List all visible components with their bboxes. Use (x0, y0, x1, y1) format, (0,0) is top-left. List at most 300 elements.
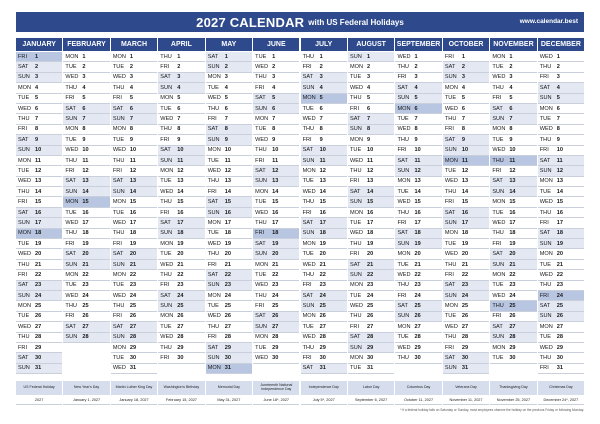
weekday-label: SAT (112, 251, 124, 258)
day-cell (63, 52, 109, 62)
weekday-label: MON (18, 303, 32, 310)
day-cell (538, 73, 584, 83)
weekday-label: TUE (539, 188, 551, 195)
day-number: 27 (414, 323, 421, 330)
day-number: 22 (556, 271, 563, 278)
weekday-label: TUE (255, 344, 267, 351)
weekday-label: MON (492, 53, 506, 60)
weekday-label: TUE (18, 95, 30, 102)
weekday-label: WED (112, 74, 126, 81)
day-cell (111, 239, 157, 249)
day-number: 9 (319, 136, 323, 143)
day-cell (348, 218, 394, 228)
site-link[interactable]: www.calendar.best (519, 18, 578, 25)
weekday-label: MON (492, 199, 506, 206)
day-cell (158, 343, 204, 353)
day-number: 21 (414, 261, 421, 268)
day-cell (348, 208, 394, 218)
day-number: 26 (367, 313, 374, 320)
day-number: 23 (129, 282, 137, 289)
weekday-label: MON (160, 240, 174, 247)
weekday-label: SUN (160, 157, 173, 164)
day-cell (538, 239, 584, 249)
weekday-label: MON (302, 167, 316, 174)
day-number: 16 (224, 209, 231, 216)
day-number: 24 (556, 292, 563, 299)
day-number: 25 (224, 303, 231, 310)
day-number: 7 (82, 116, 86, 123)
day-cell (538, 322, 584, 332)
weekday-label: THU (255, 219, 267, 226)
day-number: 19 (82, 240, 89, 247)
weekday-label: THU (444, 261, 457, 268)
day-number: 14 (82, 188, 89, 195)
weekday-label: TUE (444, 167, 457, 174)
weekday-label: FRI (207, 116, 217, 123)
weekday-label: WED (65, 219, 79, 226)
day-number: 27 (272, 323, 279, 330)
day-cell (348, 62, 394, 72)
day-number: 23 (272, 282, 279, 289)
day-number: 11 (509, 157, 516, 164)
weekday-label: FRI (207, 261, 217, 268)
weekday-label: WED (350, 157, 364, 164)
day-number: 23 (509, 282, 516, 289)
day-number: 8 (129, 126, 133, 133)
weekday-label: SAT (350, 188, 361, 195)
day-number: 31 (556, 365, 563, 372)
day-number: 18 (319, 230, 326, 237)
day-cell (301, 197, 347, 207)
day-number: 12 (177, 167, 184, 174)
day-cell (348, 52, 394, 62)
day-cell (63, 249, 109, 259)
day-number: 10 (414, 147, 421, 154)
day-number: 10 (35, 147, 42, 154)
day-cell (490, 218, 536, 228)
day-number: 12 (556, 167, 563, 174)
day-number: 24 (414, 292, 421, 299)
weekday-label: FRI (302, 64, 312, 71)
day-number: 14 (367, 188, 374, 195)
day-cell (16, 83, 62, 93)
day-cell (16, 260, 62, 270)
day-number: 15 (556, 199, 563, 206)
day-number: 19 (319, 240, 326, 247)
day-cell (158, 229, 204, 239)
weekday-label: THU (18, 334, 30, 341)
day-cell (301, 177, 347, 187)
day-cell (111, 94, 157, 104)
weekday-label: FRI (65, 240, 75, 247)
day-cell (111, 125, 157, 135)
weekday-label: WED (492, 219, 506, 226)
day-number: 9 (461, 136, 466, 143)
day-number: 22 (509, 271, 516, 278)
day-number: 14 (461, 188, 469, 195)
day-cell (490, 322, 536, 332)
day-number: 15 (224, 199, 231, 206)
day-number: 17 (319, 219, 326, 226)
weekday-label: TUE (112, 282, 125, 289)
day-number: 8 (35, 126, 39, 133)
holiday-entry (253, 381, 299, 405)
day-cell (348, 197, 394, 207)
day-cell (490, 260, 536, 270)
day-cell (253, 270, 299, 280)
weekday-label: SUN (302, 84, 315, 91)
day-number: 27 (177, 323, 184, 330)
weekday-label: THU (302, 53, 315, 60)
day-number: 24 (224, 292, 231, 299)
weekday-label: THU (397, 355, 409, 362)
day-cell (443, 146, 489, 156)
day-number: 28 (461, 334, 469, 341)
weekday-label: SUN (255, 105, 267, 112)
weekday-label: WED (255, 282, 269, 289)
weekday-label: FRI (255, 157, 265, 164)
day-cell (443, 156, 489, 166)
weekday-label: SUN (65, 334, 78, 341)
day-cell (395, 229, 441, 239)
day-number: 17 (177, 219, 184, 226)
weekday-label: MON (207, 365, 221, 372)
weekday-label: TUE (112, 64, 125, 71)
day-cell (63, 62, 109, 72)
day-number: 9 (35, 136, 39, 143)
day-number: 1 (177, 53, 181, 60)
weekday-label: WED (160, 334, 174, 341)
weekday-label: SAT (302, 74, 314, 81)
day-number: 13 (224, 178, 231, 185)
weekday-label: WED (492, 147, 506, 154)
day-cell (490, 281, 536, 291)
holiday-entry (16, 381, 62, 405)
weekday-label: SAT (207, 126, 219, 133)
day-number: 28 (82, 334, 89, 341)
weekday-label: MON (302, 313, 316, 320)
month-column (253, 38, 299, 374)
month-column (206, 38, 252, 374)
day-cell (63, 156, 109, 166)
weekday-label: SAT (444, 355, 456, 362)
weekday-label: TUE (18, 240, 30, 247)
day-number: 22 (177, 271, 184, 278)
day-cell (206, 104, 252, 114)
weekday-label: SAT (207, 271, 219, 278)
day-number: 28 (35, 334, 42, 341)
weekday-label: TUE (207, 157, 219, 164)
day-number: 12 (129, 167, 137, 174)
day-cell (395, 353, 441, 363)
day-number: 3 (414, 74, 418, 81)
day-cell (158, 281, 204, 291)
weekday-label: MON (255, 261, 269, 268)
day-number: 13 (461, 178, 469, 185)
weekday-label: SAT (539, 303, 551, 310)
day-cell (158, 187, 204, 197)
day-cell (395, 177, 441, 187)
day-number: 12 (509, 167, 516, 174)
weekday-label: TUE (160, 251, 172, 258)
day-number: 22 (319, 271, 326, 278)
day-cell (301, 312, 347, 322)
day-number: 8 (82, 126, 86, 133)
day-cell (158, 260, 204, 270)
day-number: 24 (177, 292, 184, 299)
day-cell (158, 208, 204, 218)
day-number: 18 (82, 230, 89, 237)
day-number: 12 (82, 167, 89, 174)
day-cell (206, 83, 252, 93)
day-number: 24 (35, 292, 42, 299)
day-number: 7 (129, 116, 133, 123)
day-cell (395, 239, 441, 249)
day-cell (16, 52, 62, 62)
day-cell (348, 291, 394, 301)
weekday-label: SAT (492, 178, 503, 185)
day-number: 27 (35, 323, 42, 330)
day-cell (443, 114, 489, 124)
day-cell (538, 197, 584, 207)
weekday-label: TUE (350, 147, 362, 154)
weekday-label: WED (397, 271, 411, 278)
weekday-label: MON (492, 344, 506, 351)
day-number: 29 (224, 344, 231, 351)
day-number: 29 (129, 344, 137, 351)
weekday-label: SAT (255, 95, 266, 102)
holiday-entry (158, 381, 204, 405)
day-number: 12 (414, 167, 421, 174)
day-number: 28 (319, 334, 326, 341)
day-cell (111, 322, 157, 332)
day-number: 15 (82, 199, 89, 206)
weekday-label: THU (539, 136, 552, 143)
day-number: 27 (461, 323, 469, 330)
day-cell (206, 301, 252, 311)
day-cell (395, 249, 441, 259)
weekday-label: SUN (112, 334, 125, 341)
day-number: 15 (35, 199, 42, 206)
day-cell (395, 156, 441, 166)
weekday-label: FRI (397, 74, 407, 81)
day-cell (111, 166, 157, 176)
day-cell (348, 146, 394, 156)
day-number: 20 (509, 251, 516, 258)
day-number: 10 (82, 147, 89, 154)
day-number: 15 (272, 199, 279, 206)
day-number: 8 (319, 126, 323, 133)
weekday-label: FRI (539, 74, 549, 81)
day-number: 2 (35, 64, 39, 71)
day-number: 17 (35, 219, 42, 226)
day-cell (443, 177, 489, 187)
day-number: 10 (509, 147, 516, 154)
holiday-name: Washington's Birthday (158, 381, 204, 395)
day-number: 27 (319, 323, 326, 330)
day-number: 23 (367, 282, 374, 289)
day-cell (158, 301, 204, 311)
day-number: 19 (272, 240, 279, 247)
weekday-label: MON (207, 219, 221, 226)
day-number: 26 (35, 313, 42, 320)
day-cell (490, 239, 536, 249)
day-cell (158, 249, 204, 259)
weekday-label: SUN (207, 136, 220, 143)
day-cell (348, 94, 394, 104)
day-number: 1 (272, 53, 276, 60)
weekday-label: SAT (302, 365, 314, 372)
day-cell (395, 52, 441, 62)
weekday-label: WED (18, 323, 32, 330)
day-cell (158, 62, 204, 72)
day-number: 11 (556, 157, 563, 164)
day-number: 26 (319, 313, 326, 320)
day-number: 2 (367, 64, 371, 71)
day-number: 9 (177, 136, 181, 143)
day-number: 19 (461, 240, 469, 247)
day-cell (16, 291, 62, 301)
holiday-name: Columbus Day (395, 381, 441, 395)
weekday-label: WED (539, 344, 553, 351)
day-number: 31 (224, 365, 231, 372)
day-number: 5 (177, 95, 181, 102)
day-cell (206, 208, 252, 218)
day-cell (206, 229, 252, 239)
weekday-label: FRI (207, 188, 217, 195)
weekday-label: SAT (65, 251, 76, 258)
weekday-label: THU (18, 261, 30, 268)
day-cell (538, 312, 584, 322)
day-cell (253, 73, 299, 83)
weekday-label: FRI (112, 167, 122, 174)
day-cell (443, 239, 489, 249)
day-number: 14 (556, 188, 563, 195)
holiday-name: Juneteenth National Independence Day (253, 381, 299, 395)
weekday-label: WED (255, 64, 269, 71)
weekday-label: THU (255, 292, 267, 299)
day-number: 26 (82, 313, 89, 320)
weekday-label: FRI (444, 344, 454, 351)
weekday-label: SUN (444, 292, 457, 299)
holiday-date: January 18, 2027 (111, 395, 157, 405)
day-cell (348, 364, 394, 374)
weekday-label: TUE (444, 95, 457, 102)
day-cell (538, 156, 584, 166)
day-cell (490, 208, 536, 218)
day-cell (348, 260, 394, 270)
day-number: 16 (367, 209, 374, 216)
day-cell (490, 146, 536, 156)
day-number: 30 (129, 355, 137, 362)
day-cell (253, 291, 299, 301)
weekday-label: SUN (350, 199, 362, 206)
day-number: 22 (82, 271, 89, 278)
weekday-label: MON (444, 84, 458, 91)
weekday-label: FRI (539, 365, 549, 372)
weekday-label: SUN (207, 282, 220, 289)
weekday-label: THU (65, 84, 77, 91)
weekday-label: SUN (18, 147, 30, 154)
day-number: 16 (35, 209, 42, 216)
day-number: 9 (224, 136, 228, 143)
day-number: 6 (272, 105, 276, 112)
weekday-label: SAT (397, 230, 408, 237)
weekday-label: SAT (207, 53, 219, 60)
day-cell (538, 146, 584, 156)
day-cell (443, 208, 489, 218)
day-cell (253, 260, 299, 270)
day-number: 22 (367, 271, 374, 278)
weekday-label: TUE (65, 64, 77, 71)
weekday-label: FRI (160, 64, 170, 71)
day-number: 1 (82, 53, 86, 60)
weekday-label: TUE (255, 126, 267, 133)
day-cell (348, 312, 394, 322)
day-number: 1 (461, 53, 466, 60)
weekday-label: SAT (18, 136, 29, 143)
day-cell (301, 187, 347, 197)
weekday-label: SUN (65, 116, 78, 123)
day-cell (16, 197, 62, 207)
day-cell (443, 281, 489, 291)
day-cell (111, 197, 157, 207)
holiday-date: February 15, 2027 (158, 395, 204, 405)
page-subtitle: with US Federal Holidays (308, 17, 404, 27)
day-number: 2 (556, 64, 560, 71)
month-header: NOVEMBER (490, 38, 536, 51)
day-cell (16, 208, 62, 218)
day-number: 15 (177, 199, 184, 206)
weekday-label: WED (539, 126, 553, 133)
day-cell (348, 270, 394, 280)
day-number: 4 (272, 84, 276, 91)
day-number: 26 (461, 313, 469, 320)
weekday-label: MON (18, 230, 32, 237)
day-cell (538, 249, 584, 259)
day-number: 13 (129, 178, 137, 185)
weekday-label: TUE (207, 230, 219, 237)
day-cell (63, 301, 109, 311)
day-number: 1 (509, 53, 513, 60)
weekday-label: SUN (65, 188, 78, 195)
day-number: 4 (177, 84, 181, 91)
weekday-label: WED (160, 116, 174, 123)
weekday-label: TUE (255, 271, 267, 278)
weekday-label: WED (207, 240, 221, 247)
day-cell (301, 291, 347, 301)
weekday-label: THU (302, 199, 315, 206)
day-cell (443, 229, 489, 239)
day-number: 22 (461, 271, 469, 278)
day-cell (16, 218, 62, 228)
day-number: 16 (509, 209, 516, 216)
holiday-entry (206, 381, 252, 405)
day-cell (443, 343, 489, 353)
day-cell (490, 166, 536, 176)
day-number: 11 (414, 157, 421, 164)
weekday-label: SUN (112, 261, 125, 268)
weekday-label: SUN (444, 365, 457, 372)
day-number: 19 (509, 240, 516, 247)
day-cell (206, 281, 252, 291)
day-cell (490, 114, 536, 124)
day-number: 20 (556, 251, 563, 258)
weekday-label: SAT (302, 147, 314, 154)
day-cell (158, 312, 204, 322)
day-number: 12 (367, 167, 374, 174)
day-cell (301, 364, 347, 374)
